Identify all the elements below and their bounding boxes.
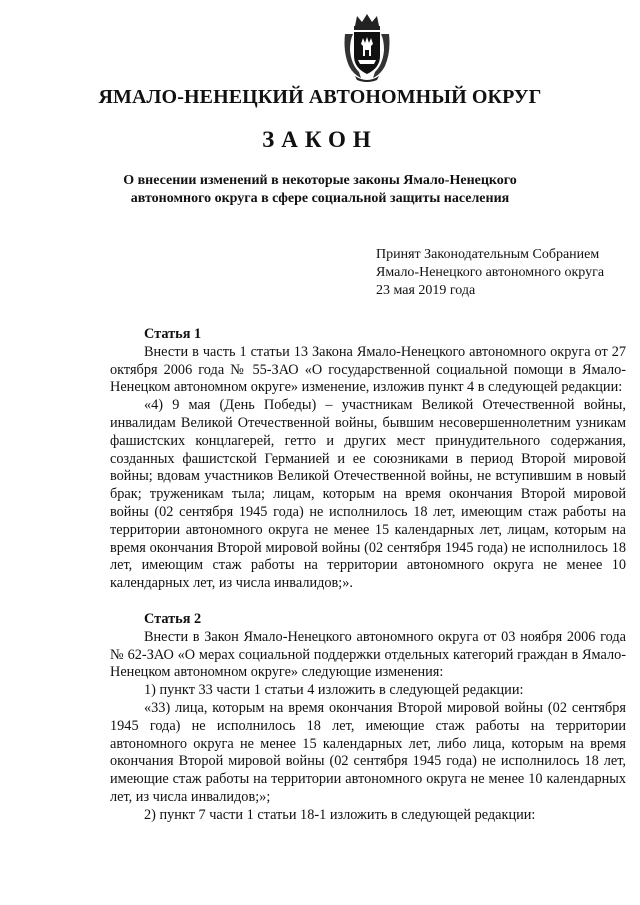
article-2-point-2: 2) пункт 7 части 1 статьи 18-1 изложить в следующей редакции:	[144, 806, 536, 823]
article-1-item: «4) 9 мая (День Победы) – участникам Великой Отечественной войны, инвалидам Великой Отечественной войны, бывшим несовершеннолетним узникам фашистских концлагерей, гетто и других мест принудительного содержания, созданных фашистской Германией и ее союзниками в период Второй мировой войны; вдовам участников Великой Отечественной войны, не вступившим в новый брак; труженикам тыла; лицам, которым на время окончания Второй мировой войны (02 сентября 1945 года) не исполнилось 18 лет, имеющим стаж работы на территории автономного округа не менее 15 календарных лет, лицам, которым на время окончания Второй мировой войны (02 сентября 1945 года) не исполнилось 18 лет, имеющим стаж работы на территории автономного округа не менее 10 календарных лет, из числа инвалидов;».	[110, 397, 626, 592]
article-2-point-1-text: «33) лица, которым на время окончания Второй мировой войны (02 сентября 1945 года) не исполнилось 18 лет, имеющие стаж работы на территории автономного округа не менее 15 календарных лет, либо лица, которым на время окончания Второй мировой войны (02 сентября 1945 года) не исполнилось 18 лет, имеющие стаж работы на территории автономного округа не менее 10 календарных лет, из числа инвалидов;»;	[110, 699, 626, 805]
region-title: ЯМАЛО-НЕНЕЦКИЙ АВТОНОМНЫЙ ОКРУГ	[98, 86, 542, 108]
article-1-heading: Статья 1	[144, 326, 202, 342]
law-subject-line: автономного округа в сфере социальной защиты населения	[130, 191, 510, 206]
article-2-point-1: 1) пункт 33 части 1 статьи 4 изложить в следующей редакции:	[144, 682, 524, 699]
law-body	[110, 326, 626, 825]
adoption-note	[376, 246, 636, 300]
section-gap	[110, 593, 626, 611]
document-type-title: ЗАКОН	[262, 127, 378, 152]
adoption-line: Принят Законодательным Собранием	[376, 247, 600, 262]
article-1-intro: Внести в часть 1 статьи 13 Закона Ямало-Ненецкого автономного округа от 27 октября 2006 года № 55-ЗАО «О государственной социальной помощи в Ямало-Ненецком автономном округе» изменение, изложив пункт 4 в следующей редакции:	[110, 343, 626, 396]
article-2-intro: Внести в Закон Ямало-Ненецкого автономного округа от 03 ноября 2006 года № 62-ЗАО «О мерах социальной поддержки отдельных категорий граждан в Ямало-Ненецком автономном округе» следующие изменения:	[110, 628, 626, 681]
adoption-date: 23 мая 2019 года	[376, 283, 476, 298]
coat-of-arms-emblem	[341, 12, 393, 84]
article-2-heading: Статья 2	[144, 610, 202, 627]
law-subject	[80, 172, 560, 208]
law-subject-line: О внесении изменений в некоторые законы Ямало-Ненецкого	[123, 173, 517, 188]
adoption-line: Ямало-Ненецкого автономного округа	[376, 265, 605, 280]
